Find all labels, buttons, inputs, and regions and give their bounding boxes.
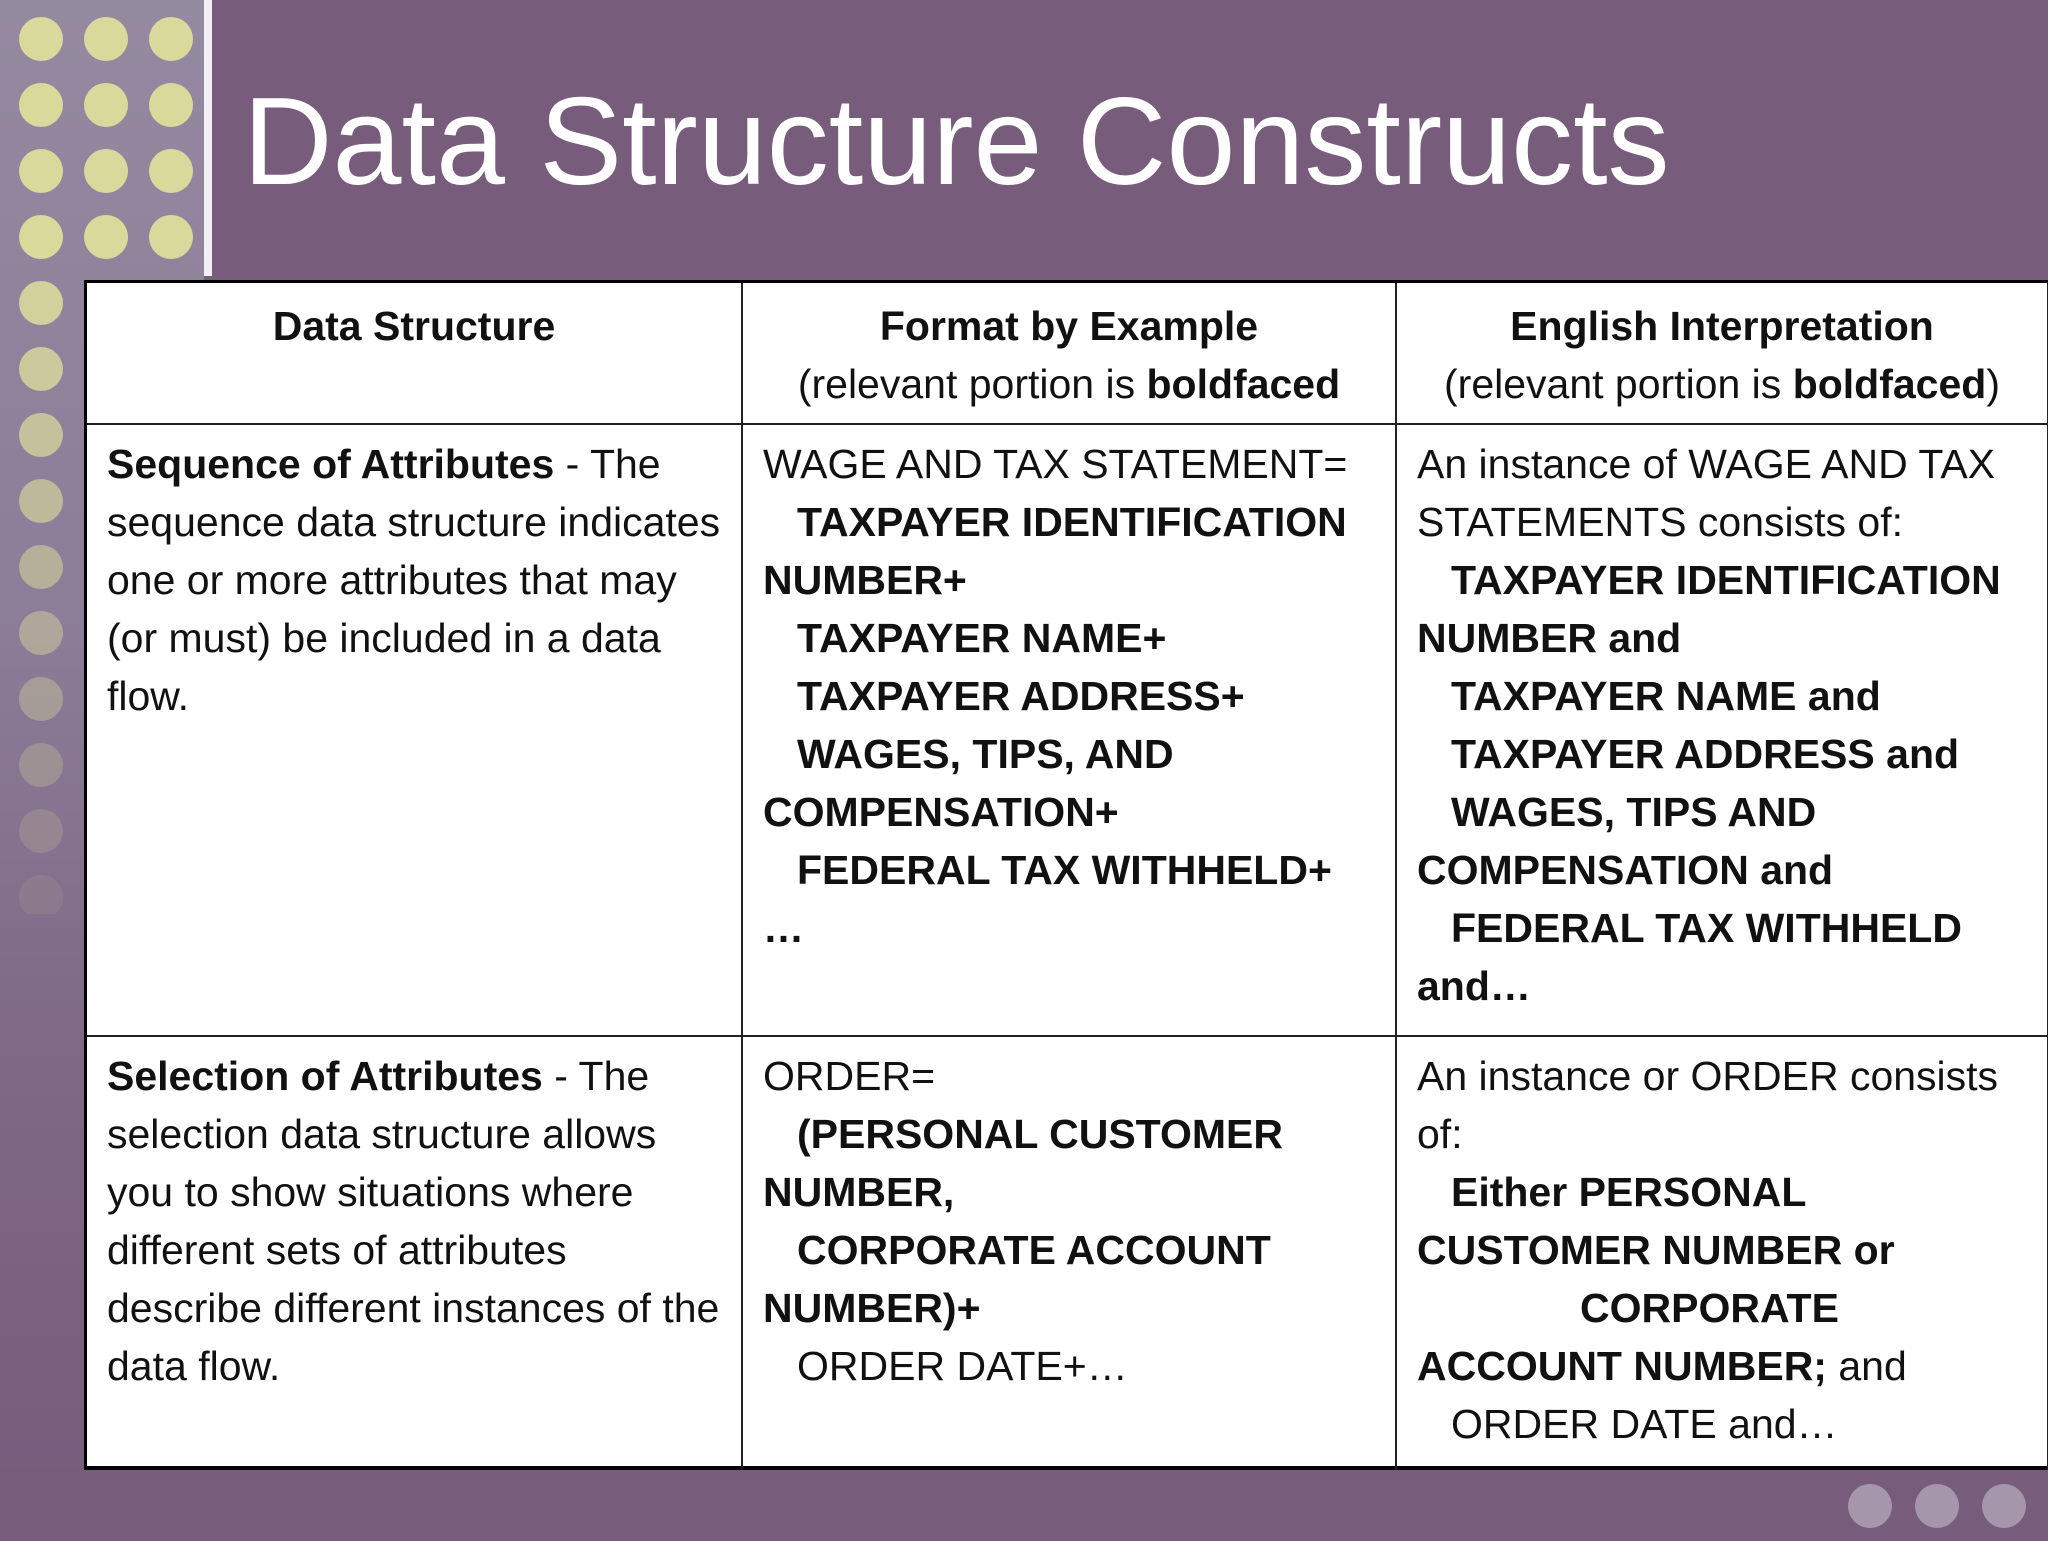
decorative-dot xyxy=(149,83,193,127)
format-line: FEDERAL TAX WITHHELD+ xyxy=(797,847,1332,893)
decorative-dot xyxy=(1982,1484,2026,1528)
decorative-dot xyxy=(84,215,128,259)
english-line: TAXPAYER IDENTIFICATION xyxy=(1451,557,2001,603)
slide-title: Data Structure Constructs xyxy=(243,73,1670,211)
cell-structure-sequence xyxy=(87,424,742,1036)
english-line: STATEMENTS consists of: xyxy=(1417,499,1904,545)
structure-description: - The sequence data structure indicates one or more attributes that may (or must) be included in a data flow. xyxy=(107,441,721,719)
english-line: CUSTOMER NUMBER or xyxy=(1417,1227,1895,1273)
cell-structure-selection xyxy=(87,1036,742,1470)
header-subtitle xyxy=(763,355,1375,413)
format-line: ORDER= xyxy=(763,1053,936,1099)
data-structure-table xyxy=(84,280,2048,1470)
header-format-by-example xyxy=(742,283,1396,424)
header-title: English Interpretation xyxy=(1510,303,1934,349)
header-subtitle-tail: ) xyxy=(1986,361,2000,407)
format-line: TAXPAYER IDENTIFICATION xyxy=(797,499,1347,545)
header-subtitle xyxy=(1417,355,2027,413)
format-line: … xyxy=(763,905,804,951)
english-line-tail: and xyxy=(1826,1343,1907,1389)
bottom-dot-svg xyxy=(1840,1476,2048,1536)
table-grid xyxy=(87,283,2048,1470)
format-line: (PERSONAL CUSTOMER xyxy=(797,1111,1283,1157)
format-line: NUMBER+ xyxy=(763,557,967,603)
decorative-dot xyxy=(19,413,63,457)
cell-english-selection xyxy=(1396,1036,2048,1470)
english-line xyxy=(1417,1337,2027,1395)
format-line: ORDER DATE+… xyxy=(797,1343,1128,1389)
decorative-dot xyxy=(19,743,63,787)
format-line: CORPORATE ACCOUNT xyxy=(797,1227,1271,1273)
decorative-dot xyxy=(19,875,63,914)
decorative-dot xyxy=(19,347,63,391)
decorative-dot xyxy=(149,149,193,193)
header-subtitle-bold: boldfaced xyxy=(1146,361,1341,407)
format-line: TAXPAYER ADDRESS+ xyxy=(797,673,1245,719)
decorative-dot xyxy=(84,83,128,127)
decorative-dot xyxy=(1915,1484,1959,1528)
english-line: ORDER DATE and… xyxy=(1451,1401,1838,1447)
format-line: WAGES, TIPS, AND xyxy=(797,731,1174,777)
structure-description: - The selection data structure allows you to show situations where different sets of attributes describe different instances of the data flow. xyxy=(107,1053,720,1389)
decorative-dot xyxy=(84,149,128,193)
decorative-dot xyxy=(149,17,193,61)
decorative-dot xyxy=(149,215,193,259)
table-row-sequence xyxy=(87,424,2048,1036)
english-line: TAXPAYER ADDRESS and xyxy=(1451,731,1960,777)
decorative-dot xyxy=(84,17,128,61)
bottom-decorative-band xyxy=(0,1470,2048,1536)
format-line: COMPENSATION+ xyxy=(763,789,1119,835)
english-line: TAXPAYER NAME and xyxy=(1451,673,1881,719)
decorative-dot xyxy=(1848,1484,1892,1528)
decorative-dot xyxy=(19,611,63,655)
decorative-dot xyxy=(19,215,63,259)
format-line: NUMBER)+ xyxy=(763,1285,981,1331)
title-divider-rule xyxy=(204,0,212,276)
english-line: NUMBER and xyxy=(1417,615,1682,661)
header-subtitle-text: (relevant portion is xyxy=(797,361,1147,407)
cell-format-selection xyxy=(742,1036,1396,1470)
format-line: NUMBER, xyxy=(763,1169,955,1215)
header-title: Format by Example xyxy=(879,303,1259,349)
decorative-dot xyxy=(19,149,63,193)
structure-name: Sequence of Attributes xyxy=(107,441,555,487)
english-line: An instance of WAGE AND TAX xyxy=(1417,441,1996,487)
header-english-interpretation xyxy=(1396,283,2048,424)
decorative-dot xyxy=(19,281,63,325)
header-subtitle-text: (relevant portion is xyxy=(1444,361,1793,407)
format-line: TAXPAYER NAME+ xyxy=(797,615,1167,661)
format-line: WAGE AND TAX STATEMENT= xyxy=(763,441,1348,487)
structure-name: Selection of Attributes xyxy=(107,1053,543,1099)
decorative-dot xyxy=(19,677,63,721)
header-data-structure xyxy=(87,283,742,424)
table-row-selection xyxy=(87,1036,2048,1470)
decorative-dot xyxy=(19,479,63,523)
cell-format-sequence xyxy=(742,424,1396,1036)
english-line: of: xyxy=(1417,1111,1463,1157)
english-line: FEDERAL TAX WITHHELD xyxy=(1451,905,1962,951)
header-subtitle-bold: boldfaced xyxy=(1792,361,1987,407)
table-header-row xyxy=(87,283,2048,424)
decorative-dot xyxy=(19,83,63,127)
english-line: COMPENSATION and xyxy=(1417,847,1834,893)
decorative-dot xyxy=(19,809,63,853)
header-title: Data Structure xyxy=(272,303,556,349)
english-line: An instance or ORDER consists xyxy=(1417,1053,1999,1099)
bottom-dot-row xyxy=(1840,1476,2048,1536)
english-line: WAGES, TIPS AND xyxy=(1451,789,1817,835)
english-line: CORPORATE xyxy=(1580,1285,1839,1331)
cell-english-sequence xyxy=(1396,424,2048,1036)
decorative-dot xyxy=(19,545,63,589)
english-line: and… xyxy=(1417,963,1531,1009)
english-line: Either PERSONAL xyxy=(1451,1169,1807,1215)
english-line-bold: ACCOUNT NUMBER; xyxy=(1417,1343,1827,1389)
decorative-dot xyxy=(19,17,63,61)
